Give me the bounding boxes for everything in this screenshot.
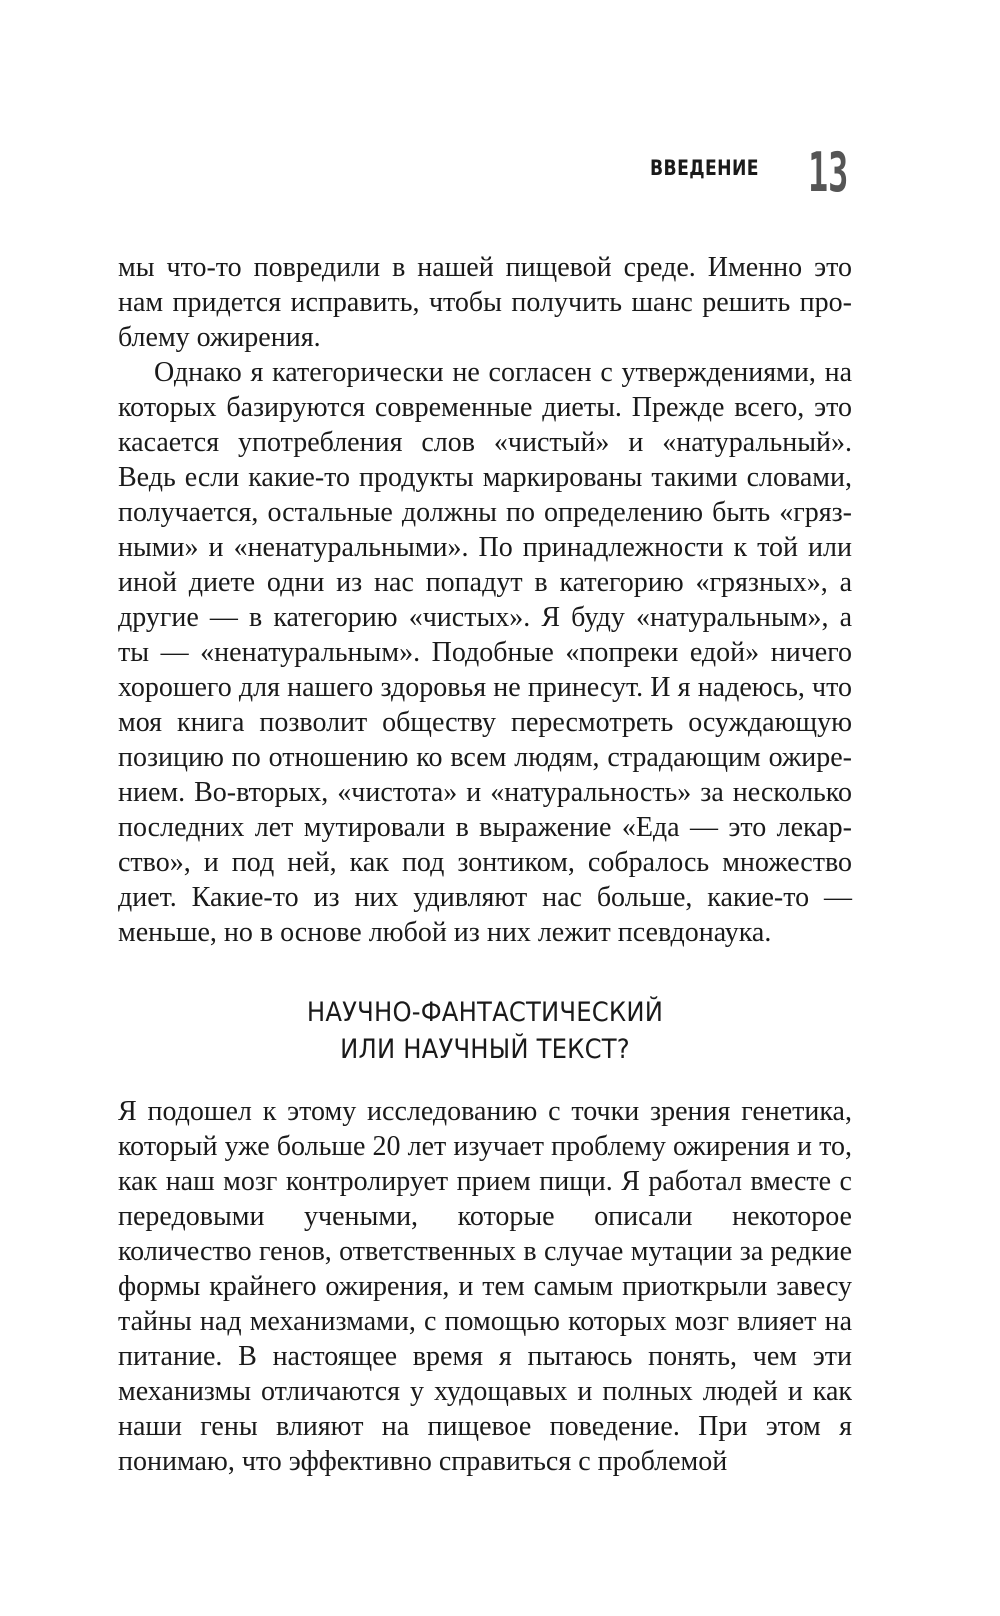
paragraph: Я подошел к этому исследованию с точки зрения генетика, который уже больше 20 лет изучает проблему ожирения и то, как наш мозг контролирует прием пищи. Я работал вместе с передовыми учеными, которые описали некоторое количество генов, ответственных в случае мутации за редкие формы крайнего ожирения, и тем самым приоткрыли завесу тайны над механизмами, с помощью которых мозг влияет на питание. В настоящее время я пытаюсь понять, чем эти механизмы отличаются у худощавых и полных людей и как наши гены влияют на пищевое поведение. При этом я понимаю, что эффективно справиться с проблемой bbox=[118, 1096, 852, 1477]
text-block-top bbox=[118, 250, 852, 950]
section-subheading bbox=[118, 994, 852, 1068]
paragraph: мы что-то повредили в нашей пищевой среде. Именно это нам придется исправить, чтобы получить шанс решить проблему ожирения. bbox=[118, 252, 852, 353]
section-title: ВВЕДЕНИЕ bbox=[650, 156, 759, 180]
subheading-line-2: ИЛИ НАУЧНЫЙ ТЕКСТ? bbox=[340, 1034, 630, 1065]
paragraph: Однако я категорически не согласен с утверждениями, на которых базируются современные диеты. Прежде всего, это касается употребления слов «чистый» и «натуральный». Ведь если какие-то продукты маркированы такими словами, получается, остальные должны по определению быть «грязными» и «ненатуральными». По принадлежности к той или иной диете одни из нас попадут в категорию «грязных», а другие — в категорию «чистых». Я буду «натуральным», а ты — «ненатуральным». Подобные «попреки едой» ничего хорошего для нашего здоровья не принесут. И я надеюсь, что моя книга позволит обществу пересмотреть осуждающую позицию по отношению ко всем людям, страдающим ожирением. Во-вторых, «чистота» и «натуральность» за несколько последних лет мутировали в выражение «Еда — это лекарство», и под ней, как под зонтиком, собралось множество диет. Какие-то из них удивляют нас больше, какие-то — меньше, но в основе любой из них лежит псевдонаука. bbox=[118, 357, 852, 948]
page-number: 13 bbox=[808, 141, 849, 204]
text-block-bottom bbox=[118, 1094, 852, 1479]
running-header bbox=[0, 141, 1000, 210]
subheading-line-1: НАУЧНО-ФАНТАСТИЧЕСКИЙ bbox=[306, 997, 664, 1028]
